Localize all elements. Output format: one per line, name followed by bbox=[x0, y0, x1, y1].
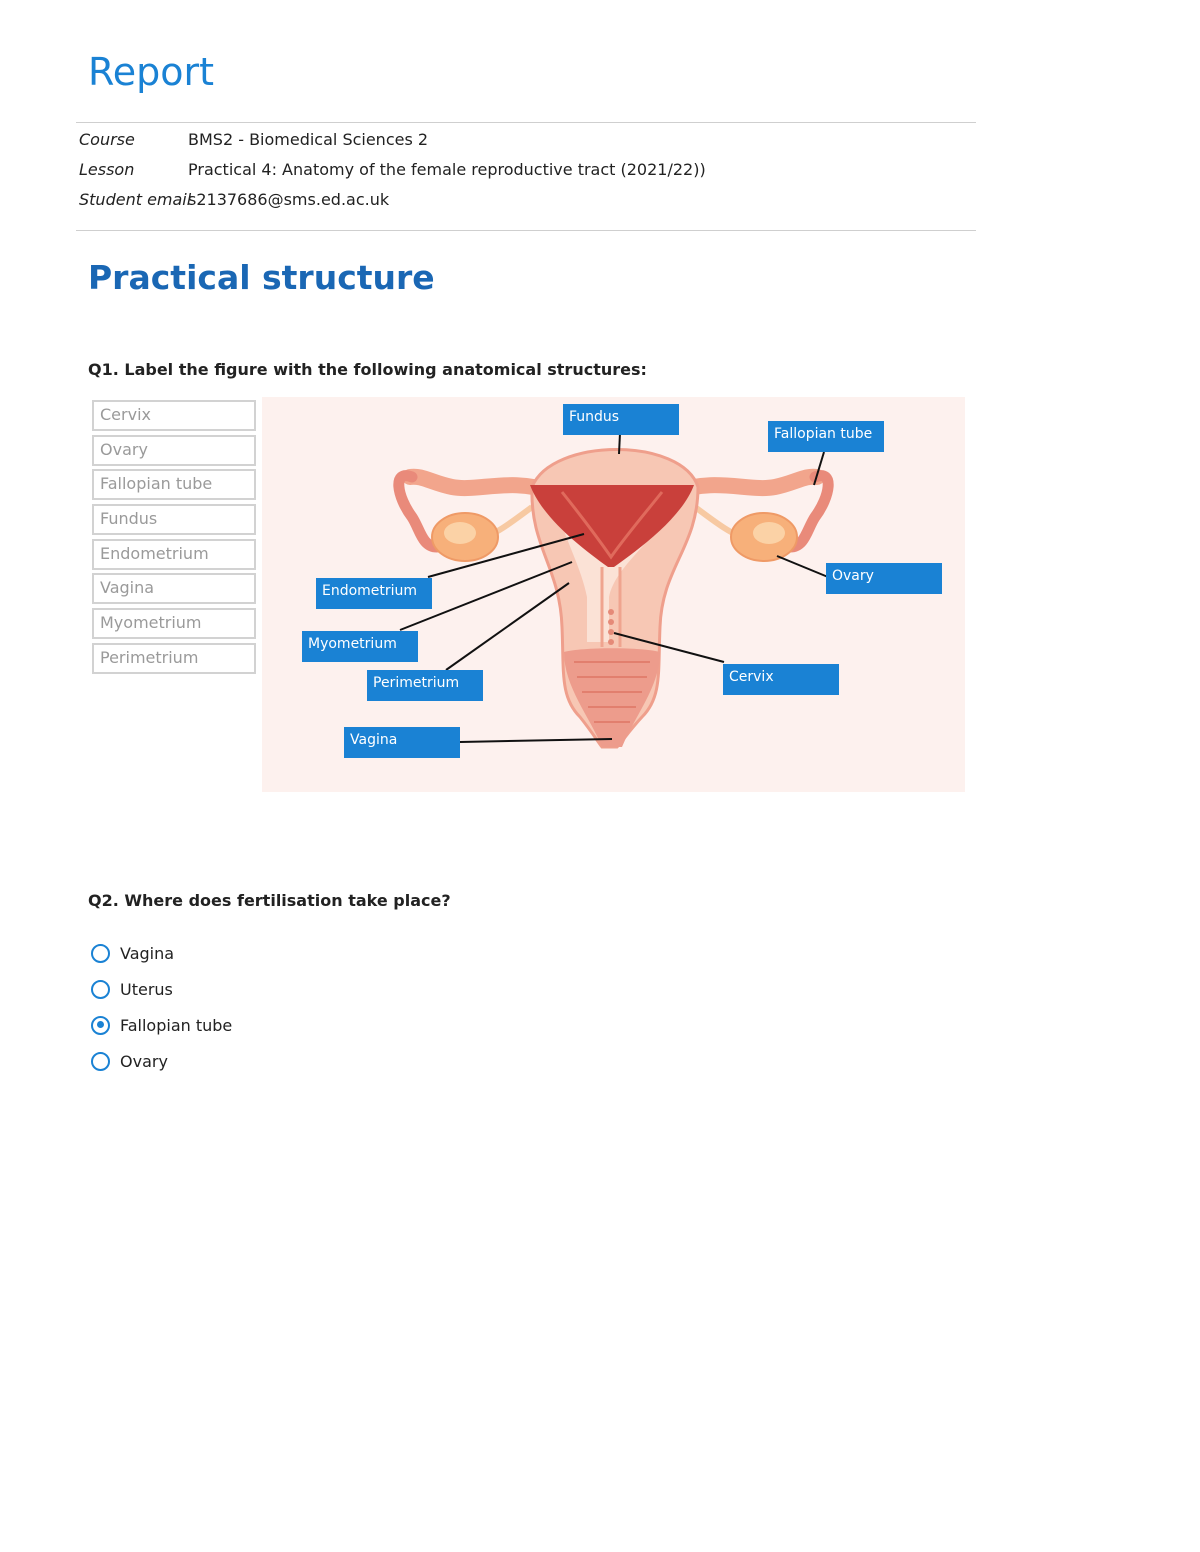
meta-key-email: Student email bbox=[79, 190, 192, 209]
placed-label-endometrium[interactable]: Endometrium bbox=[316, 578, 432, 609]
header-divider-top bbox=[76, 122, 976, 123]
placed-label-vagina[interactable]: Vagina bbox=[344, 727, 460, 758]
word-bank-item-myometrium[interactable]: Myometrium bbox=[92, 608, 256, 639]
placed-label-ovary[interactable]: Ovary bbox=[826, 563, 942, 594]
word-bank bbox=[92, 400, 256, 678]
q2-options bbox=[91, 935, 232, 1079]
option-uterus[interactable] bbox=[91, 971, 232, 1007]
word-bank-item-cervix[interactable]: Cervix bbox=[92, 400, 256, 431]
meta-key-course: Course bbox=[79, 130, 135, 149]
option-fallopian-tube[interactable] bbox=[91, 1007, 232, 1043]
placed-label-fallopian-tube[interactable]: Fallopian tube bbox=[768, 421, 884, 452]
report-title: Report bbox=[88, 50, 214, 94]
word-bank-item-vagina[interactable]: Vagina bbox=[92, 573, 256, 604]
option-label: Uterus bbox=[120, 979, 173, 999]
word-bank-item-endometrium[interactable]: Endometrium bbox=[92, 539, 256, 570]
meta-value-lesson: Practical 4: Anatomy of the female reproductive tract (2021/22)) bbox=[188, 160, 706, 179]
word-bank-item-perimetrium[interactable]: Perimetrium bbox=[92, 643, 256, 674]
option-label: Vagina bbox=[120, 943, 175, 963]
radio-button[interactable] bbox=[91, 1052, 110, 1071]
leader-line-ovary bbox=[777, 556, 828, 577]
option-vagina[interactable] bbox=[91, 935, 232, 971]
question-2: Q2. Where does fertilisation take place? bbox=[88, 891, 451, 910]
leader-line-vagina bbox=[460, 739, 612, 742]
placed-label-myometrium[interactable]: Myometrium bbox=[302, 631, 418, 662]
radio-button[interactable] bbox=[91, 944, 110, 963]
radio-button-selected[interactable] bbox=[91, 1016, 110, 1035]
anatomy-figure bbox=[262, 397, 965, 792]
meta-value-course: BMS2 - Biomedical Sciences 2 bbox=[188, 130, 429, 149]
section-title: Practical structure bbox=[88, 258, 435, 297]
option-label: Fallopian tube bbox=[120, 1015, 233, 1035]
option-label: Ovary bbox=[120, 1051, 168, 1071]
placed-label-cervix[interactable]: Cervix bbox=[723, 664, 839, 695]
meta-value-email: s2137686@sms.ed.ac.uk bbox=[188, 190, 390, 209]
meta-key-lesson: Lesson bbox=[79, 160, 135, 179]
word-bank-item-fallopian-tube[interactable]: Fallopian tube bbox=[92, 469, 256, 500]
header-divider-bottom bbox=[76, 230, 976, 231]
word-bank-item-fundus[interactable]: Fundus bbox=[92, 504, 256, 535]
placed-label-perimetrium[interactable]: Perimetrium bbox=[367, 670, 483, 701]
leader-line-perimetrium bbox=[446, 583, 569, 670]
radio-button[interactable] bbox=[91, 980, 110, 999]
placed-label-fundus[interactable]: Fundus bbox=[563, 404, 679, 435]
leader-line-fundus bbox=[619, 433, 620, 454]
question-1: Q1. Label the figure with the following anatomical structures: bbox=[88, 360, 647, 379]
word-bank-item-ovary[interactable]: Ovary bbox=[92, 435, 256, 466]
option-ovary[interactable] bbox=[91, 1043, 232, 1079]
